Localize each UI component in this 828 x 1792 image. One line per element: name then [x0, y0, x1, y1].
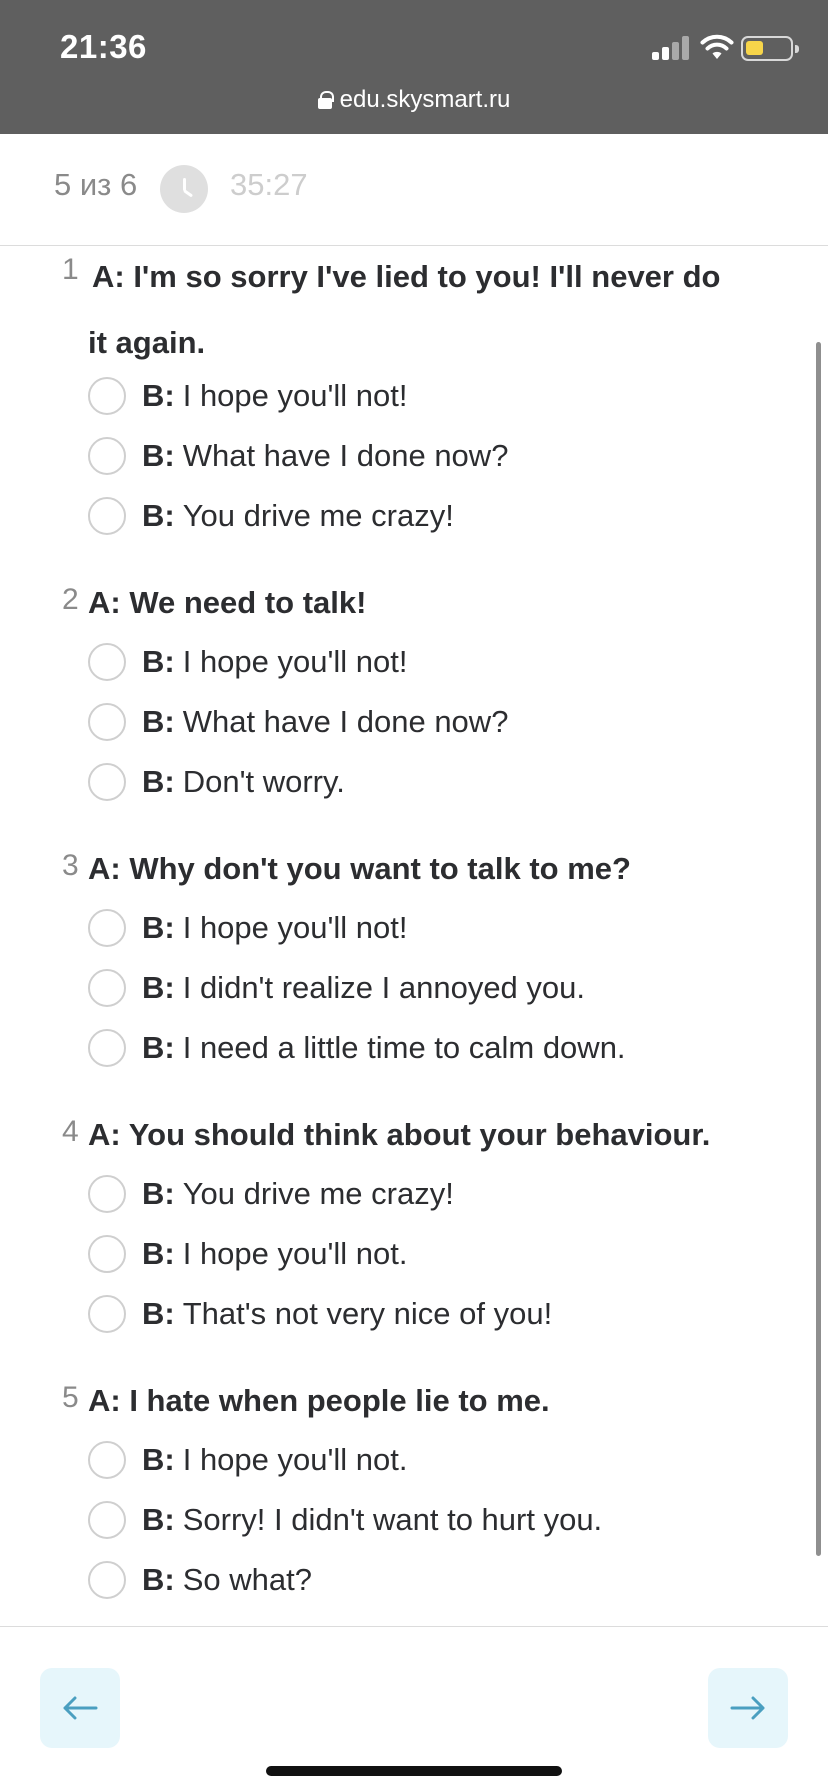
answer-text: Sorry! I didn't want to hurt you. [182, 1502, 603, 1537]
speaker-label: B: [142, 498, 175, 533]
speaker-label: B: [142, 1562, 175, 1597]
answer-option[interactable] [88, 1560, 312, 1600]
answer-option[interactable] [88, 908, 408, 948]
question-text: A: I'm so sorry I've lied to you! I'll never do it again. [88, 259, 721, 360]
answer-text: I need a little time to calm down. [182, 1030, 626, 1065]
answer-option[interactable] [88, 496, 454, 536]
speaker-label: B: [142, 1502, 175, 1537]
radio-button[interactable] [88, 1501, 126, 1539]
radio-button[interactable] [88, 497, 126, 535]
timer: 35:27 [230, 167, 308, 202]
step-counter: 5 из 6 [54, 167, 138, 202]
footer-nav [0, 1626, 828, 1792]
question-number: 3 [62, 849, 79, 882]
cellular-signal-icon [652, 36, 690, 60]
radio-button[interactable] [88, 1029, 126, 1067]
radio-button[interactable] [88, 643, 126, 681]
answer-text: So what? [182, 1562, 312, 1597]
radio-button[interactable] [88, 1561, 126, 1599]
questions-list [0, 248, 828, 1626]
answer-option[interactable] [88, 702, 508, 742]
answer-text: What have I done now? [182, 704, 509, 739]
answer-option[interactable] [88, 1234, 408, 1274]
answer-text: I hope you'll not. [182, 1236, 408, 1271]
lock-icon [318, 91, 332, 109]
status-and-url-bar [0, 0, 828, 134]
answer-text: You drive me crazy! [182, 1176, 454, 1211]
question-number: 5 [62, 1381, 79, 1414]
answer-text: I hope you'll not. [182, 1442, 408, 1477]
answer-option[interactable] [88, 1440, 408, 1480]
speaker-label: B: [142, 438, 175, 473]
speaker-label: B: [142, 1176, 175, 1211]
question-text: A: We need to talk! [88, 585, 367, 620]
answer-option[interactable] [88, 436, 508, 476]
answer-text: I hope you'll not! [182, 378, 408, 413]
wifi-icon [700, 33, 734, 61]
speaker-label: B: [142, 378, 175, 413]
answer-text: I hope you'll not! [182, 910, 408, 945]
clock-icon [160, 165, 208, 213]
radio-button[interactable] [88, 969, 126, 1007]
answer-text: That's not very nice of you! [182, 1296, 553, 1331]
speaker-label: B: [142, 1030, 175, 1065]
home-indicator [266, 1766, 562, 1776]
arrow-right-icon [730, 1696, 766, 1720]
arrow-left-icon [62, 1696, 98, 1720]
question-text: A: You should think about your behaviour. [88, 1117, 711, 1152]
radio-button[interactable] [88, 1175, 126, 1213]
answer-option[interactable] [88, 762, 345, 802]
previous-button[interactable] [40, 1668, 120, 1748]
next-button[interactable] [708, 1668, 788, 1748]
answer-option[interactable] [88, 642, 408, 682]
progress-header [0, 134, 828, 246]
question-number: 4 [62, 1115, 79, 1148]
speaker-label: B: [142, 764, 175, 799]
scrollbar[interactable] [816, 342, 821, 1556]
answer-text: I hope you'll not! [182, 644, 408, 679]
radio-button[interactable] [88, 703, 126, 741]
question-number: 1 [62, 253, 79, 286]
radio-button[interactable] [88, 909, 126, 947]
answer-text: Don't worry. [182, 764, 345, 799]
answer-text: I didn't realize I annoyed you. [182, 970, 586, 1005]
speaker-label: B: [142, 910, 175, 945]
radio-button[interactable] [88, 1235, 126, 1273]
question-number: 2 [62, 583, 79, 616]
answer-option[interactable] [88, 968, 585, 1008]
speaker-label: B: [142, 1442, 175, 1477]
radio-button[interactable] [88, 1295, 126, 1333]
answer-option[interactable] [88, 1500, 602, 1540]
radio-button[interactable] [88, 1441, 126, 1479]
radio-button[interactable] [88, 437, 126, 475]
battery-icon [741, 36, 793, 61]
status-time: 21:36 [60, 28, 147, 65]
speaker-label: B: [142, 1236, 175, 1271]
speaker-label: B: [142, 970, 175, 1005]
url-text: edu.skysmart.ru [339, 86, 511, 113]
question-text: A: I hate when people lie to me. [88, 1383, 550, 1418]
speaker-label: B: [142, 644, 175, 679]
speaker-label: B: [142, 704, 175, 739]
answer-option[interactable] [88, 1174, 454, 1214]
answer-text: What have I done now? [182, 438, 509, 473]
radio-button[interactable] [88, 377, 126, 415]
speaker-label: B: [142, 1296, 175, 1331]
url-bar[interactable] [0, 86, 828, 114]
answer-option[interactable] [88, 376, 408, 416]
answer-option[interactable] [88, 1028, 626, 1068]
answer-option[interactable] [88, 1294, 552, 1334]
answer-text: You drive me crazy! [182, 498, 454, 533]
radio-button[interactable] [88, 763, 126, 801]
question-text: A: Why don't you want to talk to me? [88, 851, 631, 886]
